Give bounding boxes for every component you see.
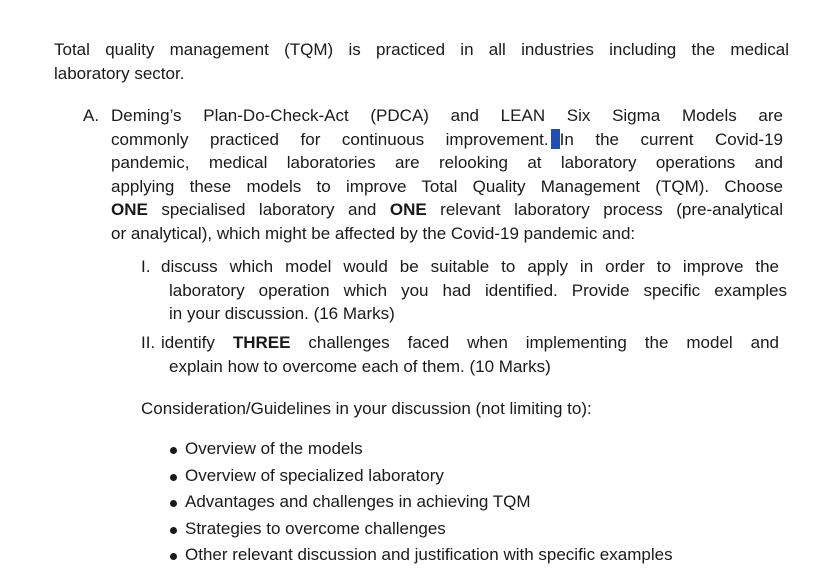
emphasis-one-1: ONE xyxy=(111,200,148,219)
bullet-icon xyxy=(170,447,177,454)
question-line-5-part-b: relevant laboratory process (pre-analytical xyxy=(426,200,783,219)
guidelines-list xyxy=(170,437,673,570)
question-line-2 xyxy=(111,128,783,152)
question-line-4: applying these models to improve Total Quality Management (TQM). Choose xyxy=(111,176,783,196)
question-line-6: or analytical), which might be affected by the Covid-19 pandemic and: xyxy=(111,223,636,243)
list-item xyxy=(170,437,673,464)
bullet-icon xyxy=(170,474,177,481)
intro-line-1: Total quality management (TQM) is practiced in all industries including the medical xyxy=(54,40,789,59)
question-line-2-part-b: In the current Covid-19 xyxy=(559,129,783,149)
list-item-text: Overview of the models xyxy=(185,439,363,458)
intro-paragraph xyxy=(54,38,789,85)
text-cursor-highlight xyxy=(551,129,560,149)
question-line-5-part-a: specialised laboratory and xyxy=(147,200,390,219)
list-item-text: Overview of specialized laboratory xyxy=(185,465,444,485)
question-line-5 xyxy=(111,198,783,222)
bullet-icon xyxy=(170,500,177,507)
sub-item-i-line-2: laboratory operation which you had identified. Provide specific examples xyxy=(169,280,787,300)
sub-item-ii-line-1-part-b: challenges faced when implementing the model and xyxy=(290,333,779,352)
list-item xyxy=(170,517,673,544)
sub-item-number: II. xyxy=(141,333,156,352)
intro-line-2: laboratory sector. xyxy=(54,63,185,83)
sub-item-ii-line-1 xyxy=(161,331,779,355)
emphasis-three: THREE xyxy=(232,333,291,352)
list-item xyxy=(170,490,673,517)
bullet-icon xyxy=(170,527,177,534)
list-item xyxy=(170,464,673,491)
bullet-icon xyxy=(170,553,177,560)
sub-item-text xyxy=(161,331,787,378)
sub-item-number: I. xyxy=(141,257,151,276)
sub-item-i-line-3: in your discussion. (16 Marks) xyxy=(169,304,395,323)
list-item-text: Other relevant discussion and justification with specific examples xyxy=(185,545,673,564)
sub-item-i-line-1: discuss which model would be suitable to apply in order to improve the xyxy=(161,257,779,276)
list-item-text: Advantages and challenges in achieving TQM xyxy=(185,492,531,511)
emphasis-one-2: ONE xyxy=(389,200,427,219)
question-line-3: pandemic, medical laboratories are relooking at laboratory operations and xyxy=(111,153,783,172)
question-line-1: Deming’s Plan-Do-Check-Act (PDCA) and LEAN Six Sigma Models are xyxy=(111,106,783,125)
question-letter: A. xyxy=(83,106,100,125)
list-item-text: Strategies to overcome challenges xyxy=(185,518,446,538)
sub-item-text xyxy=(161,255,787,326)
sub-item-ii-line-1-part-a: identify xyxy=(161,333,233,352)
list-item xyxy=(170,543,673,570)
question-a-body xyxy=(111,104,783,245)
guidelines-heading: Consideration/Guidelines in your discussion (not limiting to): xyxy=(141,399,592,418)
question-line-2-part-a: commonly practiced for continuous improvement. xyxy=(111,129,549,149)
sub-item-ii-line-2: explain how to overcome each of them. (10 Marks) xyxy=(169,356,551,376)
